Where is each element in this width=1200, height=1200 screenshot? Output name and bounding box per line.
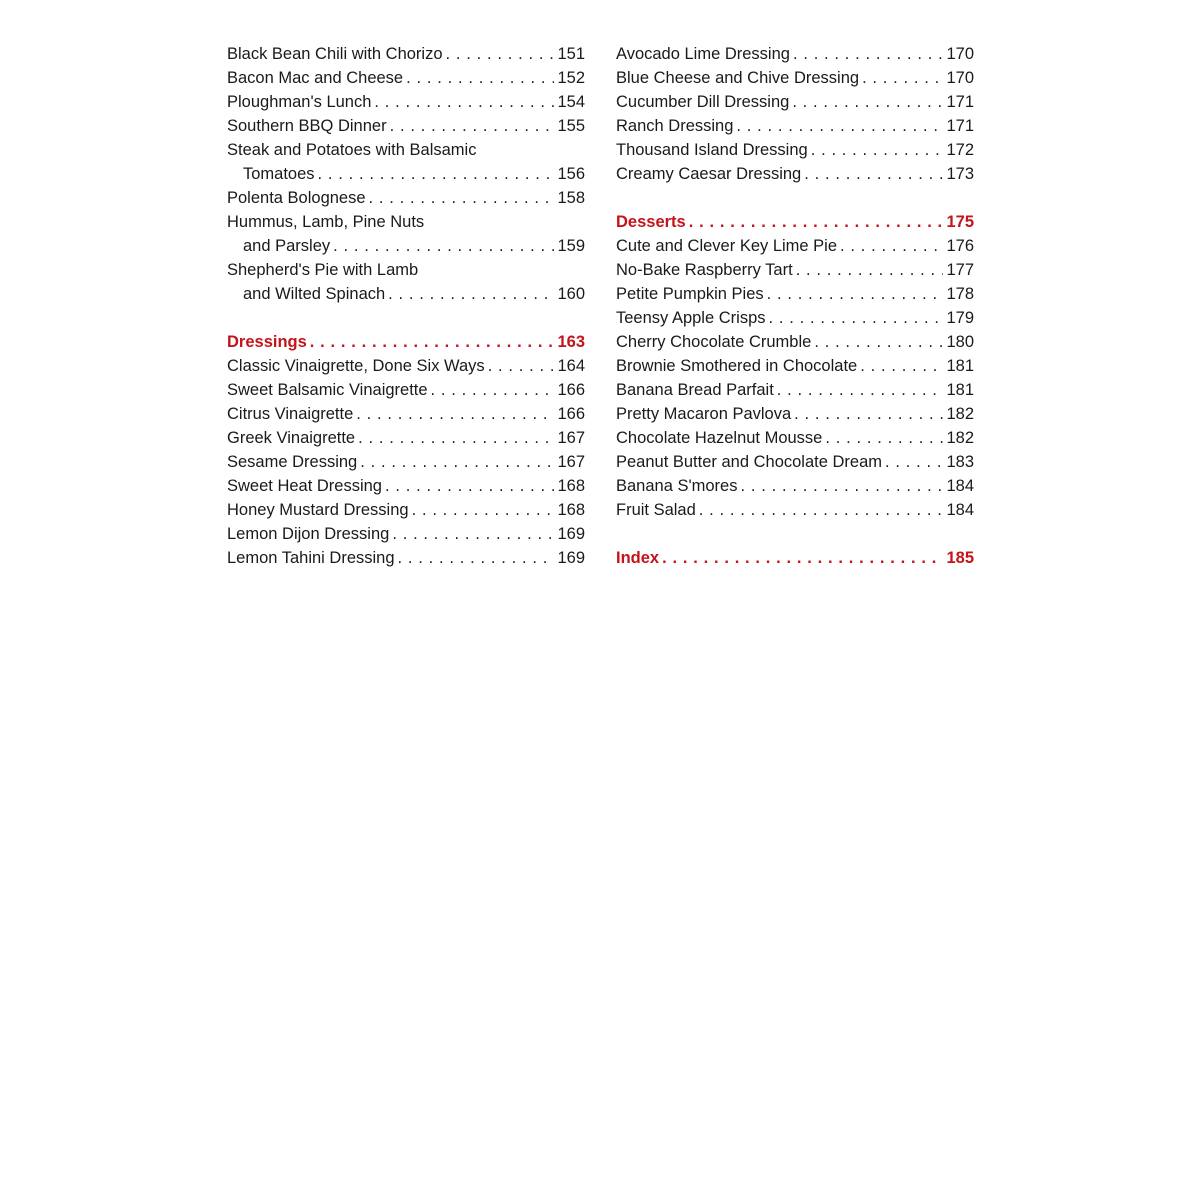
- toc-entry: [227, 282, 585, 306]
- dot-leader: [446, 42, 555, 66]
- dot-leader: [825, 426, 943, 450]
- dot-leader: [814, 330, 943, 354]
- toc-entry-page: 176: [946, 237, 974, 255]
- dot-leader: [398, 546, 555, 570]
- section-spacer: [616, 186, 974, 210]
- toc-entry-title: Lemon Tahini Dressing: [227, 549, 395, 567]
- toc-entry-title: Cherry Chocolate Crumble: [616, 333, 812, 351]
- dot-leader: [662, 546, 943, 570]
- toc-entry: [616, 258, 974, 282]
- toc-entry-title: Teensy Apple Crisps: [616, 309, 766, 327]
- section-page: 163: [557, 333, 585, 351]
- toc-entry-title-line1: Hummus, Lamb, Pine Nuts: [227, 213, 425, 231]
- toc-entry-title: Southern BBQ Dinner: [227, 117, 387, 135]
- dot-leader: [388, 282, 554, 306]
- toc-entry: [616, 282, 974, 306]
- toc-entry-title-line1: Steak and Potatoes with Balsamic: [227, 141, 477, 159]
- dot-leader: [390, 114, 555, 138]
- dot-leader: [792, 90, 943, 114]
- toc-entry-title-line2: and Parsley: [243, 237, 331, 255]
- toc-entry-page: 152: [557, 69, 585, 87]
- toc-entry-title: Sweet Heat Dressing: [227, 477, 382, 495]
- toc-column-right: [616, 42, 974, 570]
- toc-entry: [616, 306, 974, 330]
- dot-leader: [885, 450, 943, 474]
- toc-entry-title: Ploughman's Lunch: [227, 93, 372, 111]
- dot-leader: [431, 378, 555, 402]
- section-spacer: [616, 522, 974, 546]
- section-spacer: [227, 306, 585, 330]
- toc-entry-title: Cute and Clever Key Lime Pie: [616, 237, 838, 255]
- toc-entry-title: Polenta Bolognese: [227, 189, 366, 207]
- toc-entry-title: Fruit Salad: [616, 501, 696, 519]
- toc-entry: [227, 474, 585, 498]
- toc-entry: [227, 42, 585, 66]
- toc-entry: [616, 162, 974, 186]
- dot-leader: [699, 498, 944, 522]
- toc-entry-title: Sesame Dressing: [227, 453, 358, 471]
- toc-entry-title-line1: Shepherd's Pie with Lamb: [227, 261, 419, 279]
- toc-entry: [616, 378, 974, 402]
- toc-entry-page: 184: [946, 477, 974, 495]
- dot-leader: [794, 402, 943, 426]
- toc-entry-title: Classic Vinaigrette, Done Six Ways: [227, 357, 485, 375]
- dot-leader: [406, 66, 554, 90]
- toc-entry-page: 156: [557, 165, 585, 183]
- toc-entry-page: 159: [557, 237, 585, 255]
- toc-entry-title: Ranch Dressing: [616, 117, 734, 135]
- toc-entry-page: 155: [557, 117, 585, 135]
- dot-leader: [358, 426, 554, 450]
- toc-entry-page: 169: [557, 525, 585, 543]
- toc-entry-page: 184: [946, 501, 974, 519]
- toc-entry-page: 181: [946, 357, 974, 375]
- toc-entry-title: Peanut Butter and Chocolate Dream: [616, 453, 882, 471]
- toc-entry-title: Creamy Caesar Dressing: [616, 165, 802, 183]
- dot-leader: [804, 162, 943, 186]
- section-title: Index: [616, 549, 660, 567]
- toc-entry-title-line2: Tomatoes: [243, 165, 315, 183]
- toc-entry-page: 170: [946, 45, 974, 63]
- toc-entry: [227, 186, 585, 210]
- toc-entry-title: Honey Mustard Dressing: [227, 501, 409, 519]
- toc-entry-page: 183: [946, 453, 974, 471]
- toc-entry-page: 151: [557, 45, 585, 63]
- dot-leader: [392, 522, 554, 546]
- toc-entry-page: 154: [557, 93, 585, 111]
- dot-leader: [360, 450, 554, 474]
- toc-entry-page: 168: [557, 477, 585, 495]
- toc-entry: [616, 234, 974, 258]
- toc-entry: [616, 474, 974, 498]
- dot-leader: [767, 282, 944, 306]
- toc-entry-title: Brownie Smothered in Chocolate: [616, 357, 858, 375]
- toc-entry: [227, 66, 585, 90]
- toc-entry-page: 167: [557, 453, 585, 471]
- toc-entry: [616, 330, 974, 354]
- toc-entry: [227, 90, 585, 114]
- dot-leader: [769, 306, 944, 330]
- toc-entry-page: 158: [557, 189, 585, 207]
- section-page: 175: [946, 213, 974, 231]
- dot-leader: [860, 354, 943, 378]
- dot-leader: [811, 138, 944, 162]
- toc-entry-page: 169: [557, 549, 585, 567]
- toc-entry-page: 180: [946, 333, 974, 351]
- toc-entry-title: Chocolate Hazelnut Mousse: [616, 429, 823, 447]
- toc-entry-page: 168: [557, 501, 585, 519]
- dot-leader: [333, 234, 554, 258]
- section-title: Desserts: [616, 213, 686, 231]
- toc-entry: [616, 354, 974, 378]
- toc-entry: [616, 498, 974, 522]
- toc-entry-page: 179: [946, 309, 974, 327]
- section-page: 185: [946, 549, 974, 567]
- toc-entry-title: Citrus Vinaigrette: [227, 405, 354, 423]
- dot-leader: [736, 114, 943, 138]
- toc-entry: [227, 114, 585, 138]
- toc-entry-title: Greek Vinaigrette: [227, 429, 356, 447]
- dot-leader: [689, 210, 944, 234]
- toc-entry-title: Petite Pumpkin Pies: [616, 285, 764, 303]
- toc-column-left: [227, 42, 585, 570]
- toc-entry-page: 177: [946, 261, 974, 279]
- toc-entry-title: Lemon Dijon Dressing: [227, 525, 390, 543]
- toc-entry-page: 160: [557, 285, 585, 303]
- toc-entry-page: 170: [946, 69, 974, 87]
- dot-leader: [310, 330, 555, 354]
- dot-leader: [356, 402, 554, 426]
- toc-entry: [227, 450, 585, 474]
- toc-entry-page: 181: [946, 381, 974, 399]
- toc-entry-title: Thousand Island Dressing: [616, 141, 808, 159]
- dot-leader: [777, 378, 944, 402]
- toc-entry-title: Black Bean Chili with Chorizo: [227, 45, 443, 63]
- dot-leader: [840, 234, 943, 258]
- toc-entry: [616, 426, 974, 450]
- toc-entry: [227, 354, 585, 378]
- toc-entry: [616, 450, 974, 474]
- dot-leader: [369, 186, 555, 210]
- toc-entry-title: Sweet Balsamic Vinaigrette: [227, 381, 428, 399]
- dot-leader: [796, 258, 944, 282]
- dot-leader: [793, 42, 944, 66]
- toc-entry-page: 182: [946, 429, 974, 447]
- toc-entry-title-line2: and Wilted Spinach: [243, 285, 386, 303]
- toc-entry: [227, 378, 585, 402]
- toc-entry: [616, 42, 974, 66]
- toc-entry-page: 164: [557, 357, 585, 375]
- dot-leader: [412, 498, 555, 522]
- dot-leader: [374, 90, 554, 114]
- toc-entry-page: 166: [557, 381, 585, 399]
- toc-entry: [227, 234, 585, 258]
- toc-entry-title: Banana Bread Parfait: [616, 381, 774, 399]
- toc-entry-page: 182: [946, 405, 974, 423]
- toc-entry-title: No-Bake Raspberry Tart: [616, 261, 793, 279]
- toc-entry: [616, 138, 974, 162]
- dot-leader: [385, 474, 554, 498]
- toc-entry: [227, 162, 585, 186]
- toc-entry: [227, 546, 585, 570]
- toc-entry-title: Avocado Lime Dressing: [616, 45, 790, 63]
- toc-entry-page: 171: [946, 93, 974, 111]
- toc-entry-page: 171: [946, 117, 974, 135]
- toc-entry-page: 178: [946, 285, 974, 303]
- dot-leader: [862, 66, 943, 90]
- toc-section-dressings: [227, 330, 585, 354]
- toc-entry: [616, 114, 974, 138]
- toc-entry-page: 172: [946, 141, 974, 159]
- toc-entry-title: Banana S'mores: [616, 477, 738, 495]
- section-title: Dressings: [227, 333, 307, 351]
- toc-entry-page: 166: [557, 405, 585, 423]
- toc-entry-title: Pretty Macaron Pavlova: [616, 405, 792, 423]
- toc-entry-page: 173: [946, 165, 974, 183]
- dot-leader: [318, 162, 555, 186]
- toc-entry: [227, 402, 585, 426]
- toc-entry-title: Bacon Mac and Cheese: [227, 69, 404, 87]
- toc-entry: [227, 426, 585, 450]
- dot-leader: [488, 354, 555, 378]
- toc-entry: [227, 522, 585, 546]
- toc-entry-page: 167: [557, 429, 585, 447]
- dot-leader: [740, 474, 943, 498]
- toc-entry: [616, 66, 974, 90]
- toc-entry-title: Blue Cheese and Chive Dressing: [616, 69, 860, 87]
- toc-entry: [616, 90, 974, 114]
- toc-entry: [227, 498, 585, 522]
- toc-section-desserts: [616, 210, 974, 234]
- toc-entry: [616, 402, 974, 426]
- toc-section-index: [616, 546, 974, 570]
- toc-entry-title: Cucumber Dill Dressing: [616, 93, 790, 111]
